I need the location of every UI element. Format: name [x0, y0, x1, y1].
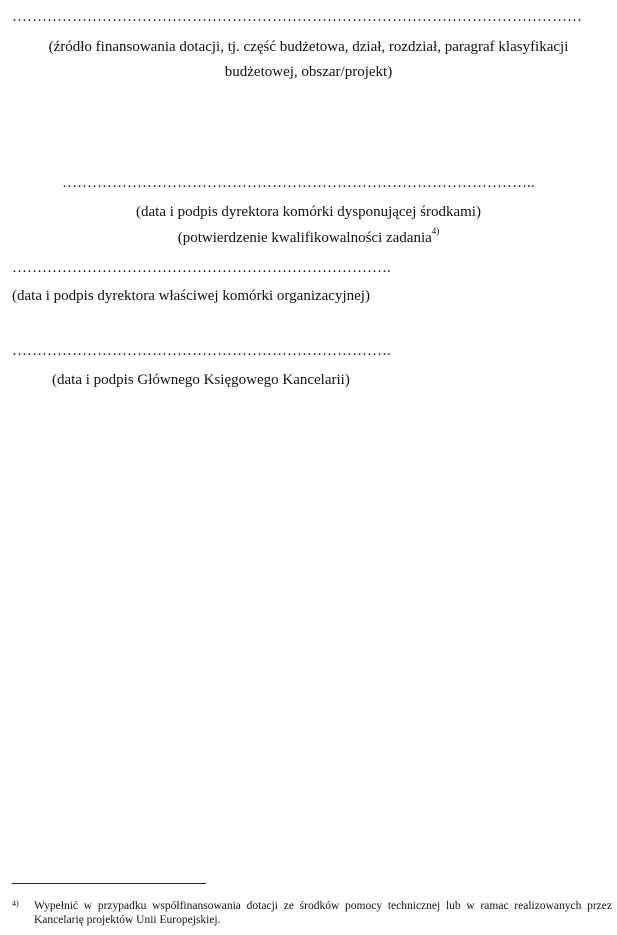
footnote-reference: 4)	[431, 226, 440, 236]
footnote-separator	[12, 883, 206, 884]
qualification-confirmation	[0, 226, 617, 247]
chief-accountant-caption: (data i podpis Głównego Księgowego Kancelarii)	[52, 372, 350, 388]
director-funds-dotted-line: …………………………………………………………………………………..	[62, 175, 535, 191]
footnote-marker: 4)	[12, 899, 19, 908]
director-org-caption: (data i podpis dyrektora właściwej komórki organizacyjnej)	[12, 288, 370, 304]
funding-source-dotted-line: ……………………………………………………………………………………………………	[12, 9, 582, 25]
qualification-text: (potwierdzenie kwalifikowalności zadania	[177, 230, 432, 246]
footnote-text: Wypełnić w przypadku współfinansowania dotacji ze środków pomocy technicznej lub w ramac realizowanych przez Kancelarię projektów Unii Europejskiej.	[34, 900, 612, 926]
director-org-dotted-line: ………………………………………………………………….	[12, 260, 391, 276]
funding-source-caption-line1: (źródło finansowania dotacji, tj. część budżetowa, dział, rozdział, paragraf klasyfikacji	[48, 39, 569, 55]
funding-source-caption-line2: budżetowej, obszar/projekt)	[224, 64, 393, 80]
director-funds-caption: (data i podpis dyrektora komórki dysponującej środkami)	[136, 204, 481, 220]
chief-accountant-dotted-line: ………………………………………………………………….	[12, 343, 391, 359]
